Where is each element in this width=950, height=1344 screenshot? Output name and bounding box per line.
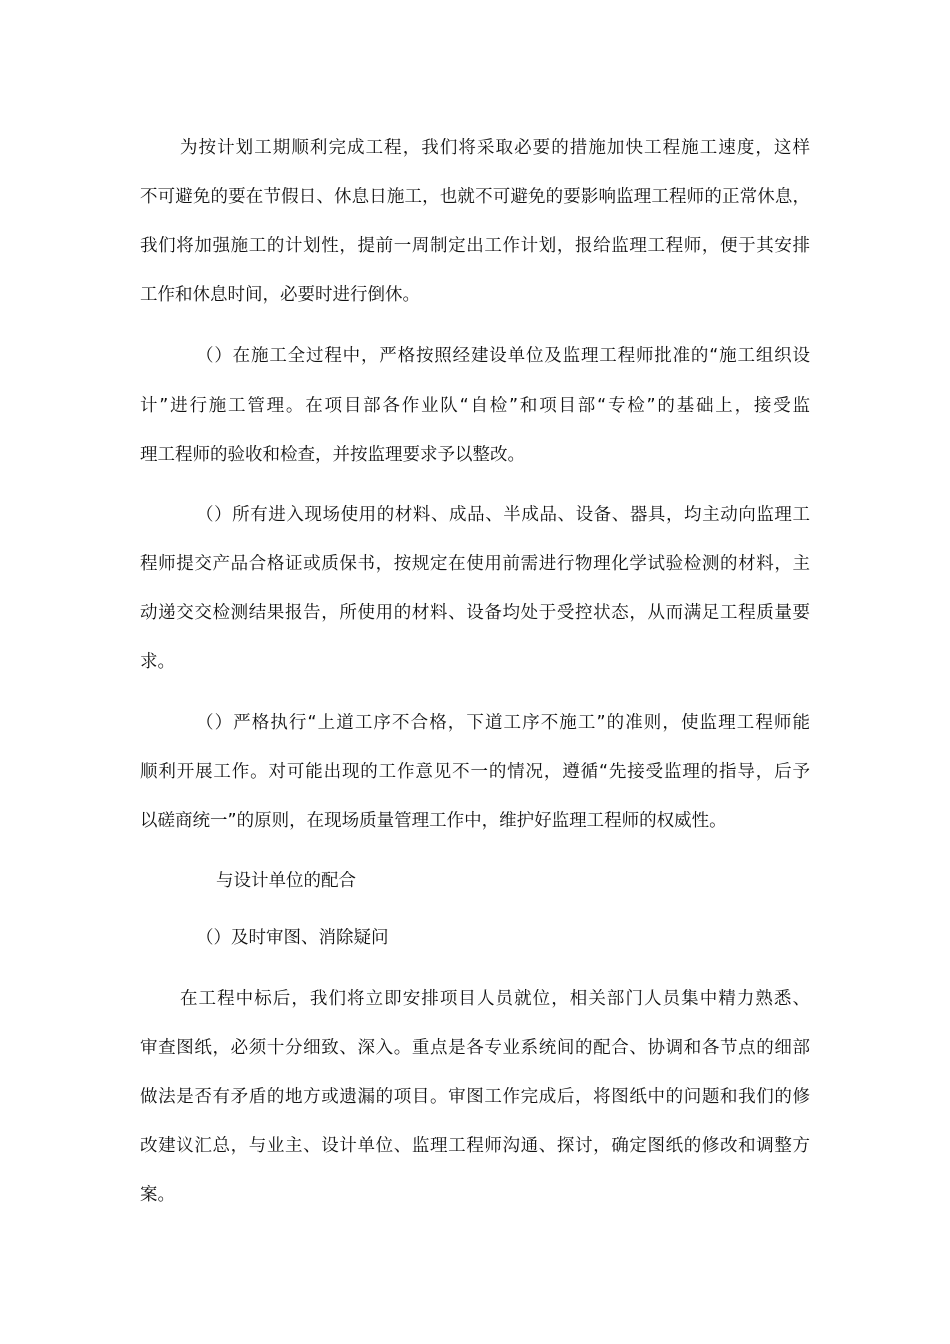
paragraph-4-line-1: （）严格执行“上道工序不合格，下道工序不施工”的准则，使监理工程师能 (196, 713, 810, 733)
paragraph-4-line-2: 顺利开展工作。对可能出现的工作意见不一的情况，遵循“先接受监理的指导，后予 (140, 762, 810, 782)
paragraph-2-line-1: （）在施工全过程中，严格按照经建设单位及监理工程师批准的“施工组织设 (196, 346, 810, 366)
paragraph-4-line-3: 以磋商统一”的原则，在现场质量管理工作中，维护好监理工程师的权威性。 (140, 811, 727, 831)
paragraph-1-line-4: 工作和休息时间，必要时进行倒休。 (140, 285, 420, 305)
paragraph-3-line-1: （）所有进入现场使用的材料、成品、半成品、设备、器具，均主动向监理工 (196, 505, 810, 525)
paragraph-2-line-2: 计”进行施工管理。在项目部各作业队“自检”和项目部“专检”的基础上，接受监 (140, 396, 810, 416)
paragraph-2-line-3: 理工程师的验收和检查，并按监理要求予以整改。 (140, 445, 525, 465)
paragraph-3-line-3: 动递交交检测结果报告，所使用的材料、设备均处于受控状态，从而满足工程质量要 (140, 603, 810, 623)
paragraph-5-line-5: 案。 (140, 1185, 175, 1205)
paragraph-1-line-3: 我们将加强施工的计划性，提前一周制定出工作计划，报给监理工程师，便于其安排 (140, 236, 810, 256)
section-heading: 与设计单位的配合 (216, 871, 356, 891)
paragraph-5-line-2: 审查图纸，必须十分细致、深入。重点是各专业系统间的配合、协调和各节点的细部 (140, 1038, 810, 1058)
paragraph-5-line-4: 改建议汇总，与业主、设计单位、监理工程师沟通、探讨，确定图纸的修改和调整方 (140, 1136, 810, 1156)
paragraph-3-line-2: 程师提交产品合格证或质保书，按规定在使用前需进行物理化学试验检测的材料，主 (140, 554, 810, 574)
paragraph-5-line-1: 在工程中标后，我们将立即安排项目人员就位，相关部门人员集中精力熟悉、 (180, 989, 810, 1009)
section-subheading: （）及时审图、消除疑问 (196, 928, 389, 948)
paragraph-3-line-4: 求。 (140, 652, 175, 672)
paragraph-1-line-1: 为按计划工期顺利完成工程，我们将采取必要的措施加快工程施工速度，这样 (180, 138, 810, 158)
paragraph-5-line-3: 做法是否有矛盾的地方或遗漏的项目。审图工作完成后，将图纸中的问题和我们的修 (140, 1087, 810, 1107)
paragraph-1-line-2: 不可避免的要在节假日、休息日施工，也就不可避免的要影响监理工程师的正常休息， (140, 187, 810, 207)
